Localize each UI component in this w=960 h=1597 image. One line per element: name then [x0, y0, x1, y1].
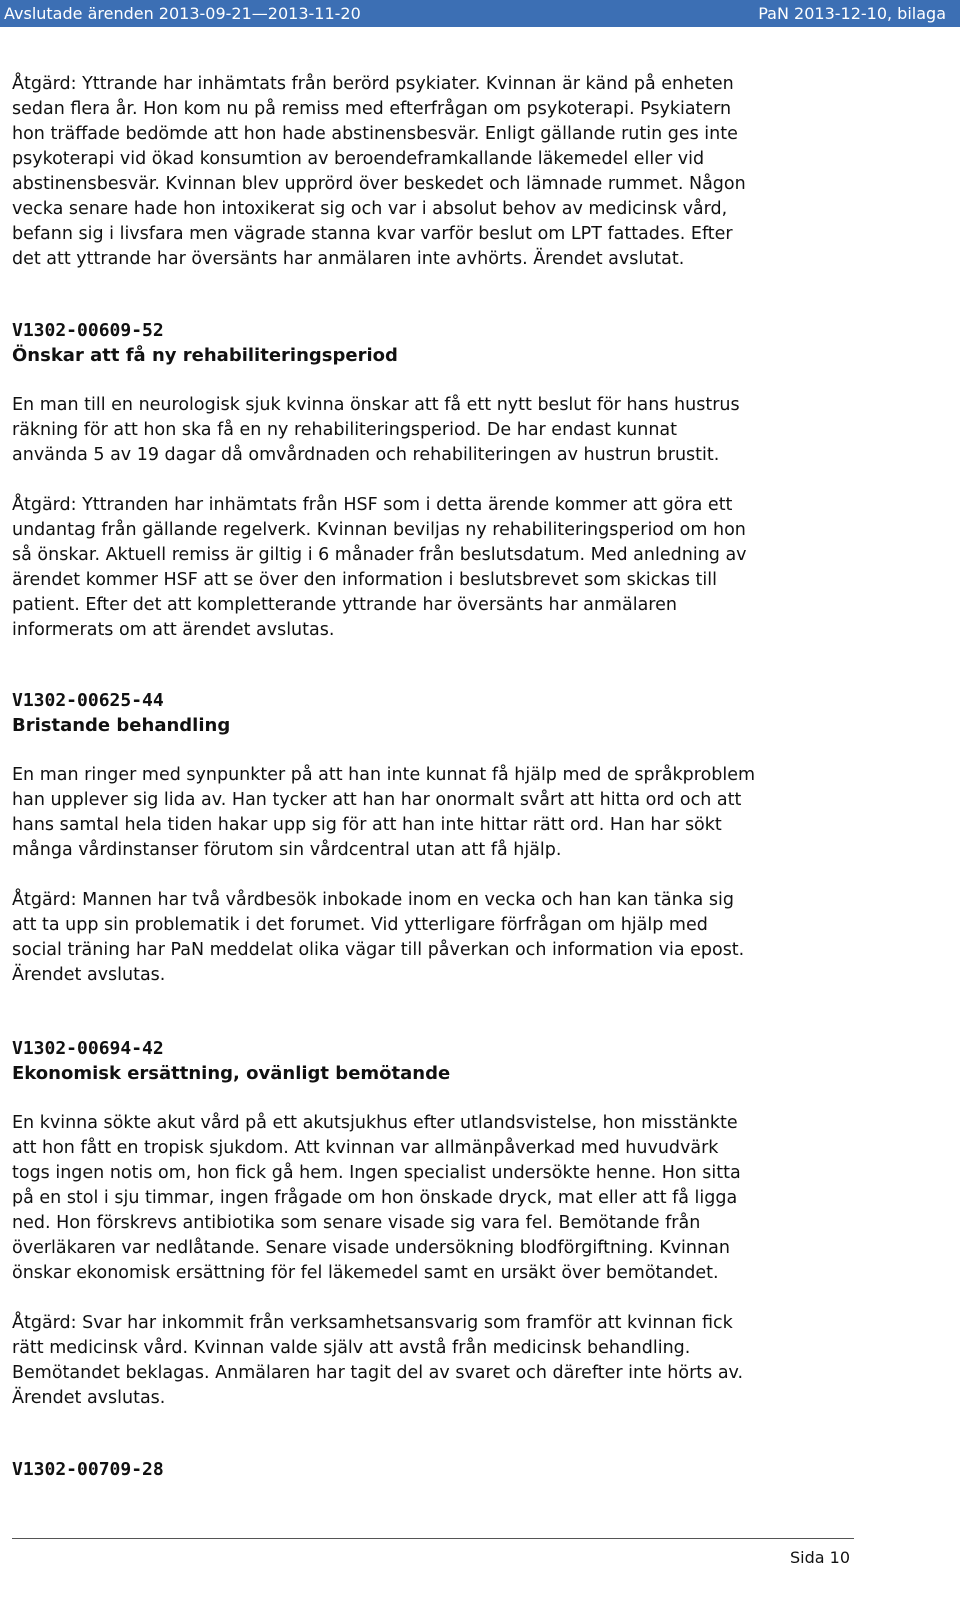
case-title: Bristande behandling [12, 715, 231, 736]
header-document-reference: PaN 2013-12-10, bilaga [758, 4, 946, 23]
page-header [0, 0, 960, 27]
case-id: V1302-00625-44 [12, 690, 164, 711]
case-action: Åtgärd: Mannen har två vårdbesök inbokade inom en vecka och han kan tänka sig att ta upp sin problematik i det forumet. Vid ytterligare förfrågan om hjälp med social träning har PaN meddelat olika vägar till påverkan och information via epost. Ärendet avslutas. [12, 890, 745, 985]
case-title: Ekonomisk ersättning, ovänligt bemötande [12, 1063, 451, 1084]
page-number: Sida 10 [789, 1548, 850, 1567]
case-action: Åtgärd: Svar har inkommit från verksamhetsansvarig som framför att kvinnan fick rätt medicinsk vård. Kvinnan valde själv att avstå från medicinsk behandling. Bemötandet beklagas. Anmälaren har tagit del av svaret och därefter inte hörts av. Ärendet avslutas. [12, 1313, 744, 1408]
case-id: V1302-00609-52 [12, 320, 164, 341]
case-description: En kvinna sökte akut vård på ett akutsjukhus efter utlandsvistelse, hon misstänkte att hon fått en tropisk sjukdom. Att kvinnan var allmänpåverkad med huvudvärk togs ingen notis om, hon fick gå hem. Ingen specialist undersökte henne. Hon sitta på en stol i sju timmar, ingen frågade om hon önskade dryck, mat eller att få ligga ned. Hon förskrevs antibiotika som senare visade sig vara fel. Bemötande från överläkaren var nedlåtande. Senare visade undersökning blodförgiftning. Kvinnan önskar ekonomisk ersättning för fel läkemedel samt en ursäkt över bemötandet. [12, 1113, 741, 1283]
case-id: V1302-00694-42 [12, 1038, 164, 1059]
intro-action-paragraph: Åtgärd: Yttrande har inhämtats från berörd psykiater. Kvinnan är känd på enheten sedan flera år. Hon kom nu på remiss med efterfrågan om psykoterapi. Psykiatern hon träffade bedömde att hon hade abstinensbesvär. Enligt gällande rutin ges inte psykoterapi vid ökad konsumtion av beroendeframkallande läkemedel eller vid abstinensbesvär. Kvinnan blev upprörd över beskedet och lämnade rummet. Någon vecka senare hade hon intoxikerat sig och var i absolut behov av medicinsk vård, befann sig i livsfara men vägrade stanna kvar varför beslut om LPT fattades. Efter det att yttrande har översänts har anmälaren inte avhörts. Ärendet avslutat. [12, 74, 746, 269]
case-id: V1302-00709-28 [12, 1459, 164, 1480]
header-document-title: Avslutade ärenden 2013-09-21—2013-11-20 [4, 4, 361, 23]
case-entry [12, 318, 932, 643]
case-entry [12, 688, 932, 988]
intro-section [12, 62, 932, 272]
case-description: En man till en neurologisk sjuk kvinna önskar att få ett nytt beslut för hans hustrus räkning för att hon ska få en ny rehabiliteringsperiod. De har endast kunnat använda 5 av 19 dagar då omvårdnaden och rehabiliteringen av hustrun brustit. [12, 395, 740, 465]
case-entry [12, 1457, 932, 1482]
case-description: En man ringer med synpunkter på att han inte kunnat få hjälp med de språkproblem han upplever sig lida av. Han tycker att han har onormalt svårt att hitta ord och att hans samtal hela tiden hakar upp sig för att han inte hittar rätt ord. Han har sökt många vårdinstanser förutom sin vårdcentral utan att få hjälp. [12, 765, 756, 860]
footer-divider [12, 1538, 854, 1539]
case-entry [12, 1036, 932, 1411]
case-title: Önskar att få ny rehabiliteringsperiod [12, 345, 398, 366]
case-action: Åtgärd: Yttranden har inhämtats från HSF som i detta ärende kommer att göra ett undantag från gällande regelverk. Kvinnan beviljas ny rehabiliteringsperiod om hon så önskar. Aktuell remiss är giltig i 6 månader från beslutsdatum. Med anledning av ärendet kommer HSF att se över den information i beslutsbrevet som skickas till patient. Efter det att kompletterande yttrande har översänts har anmälaren informerats om att ärendet avslutas. [12, 495, 747, 640]
